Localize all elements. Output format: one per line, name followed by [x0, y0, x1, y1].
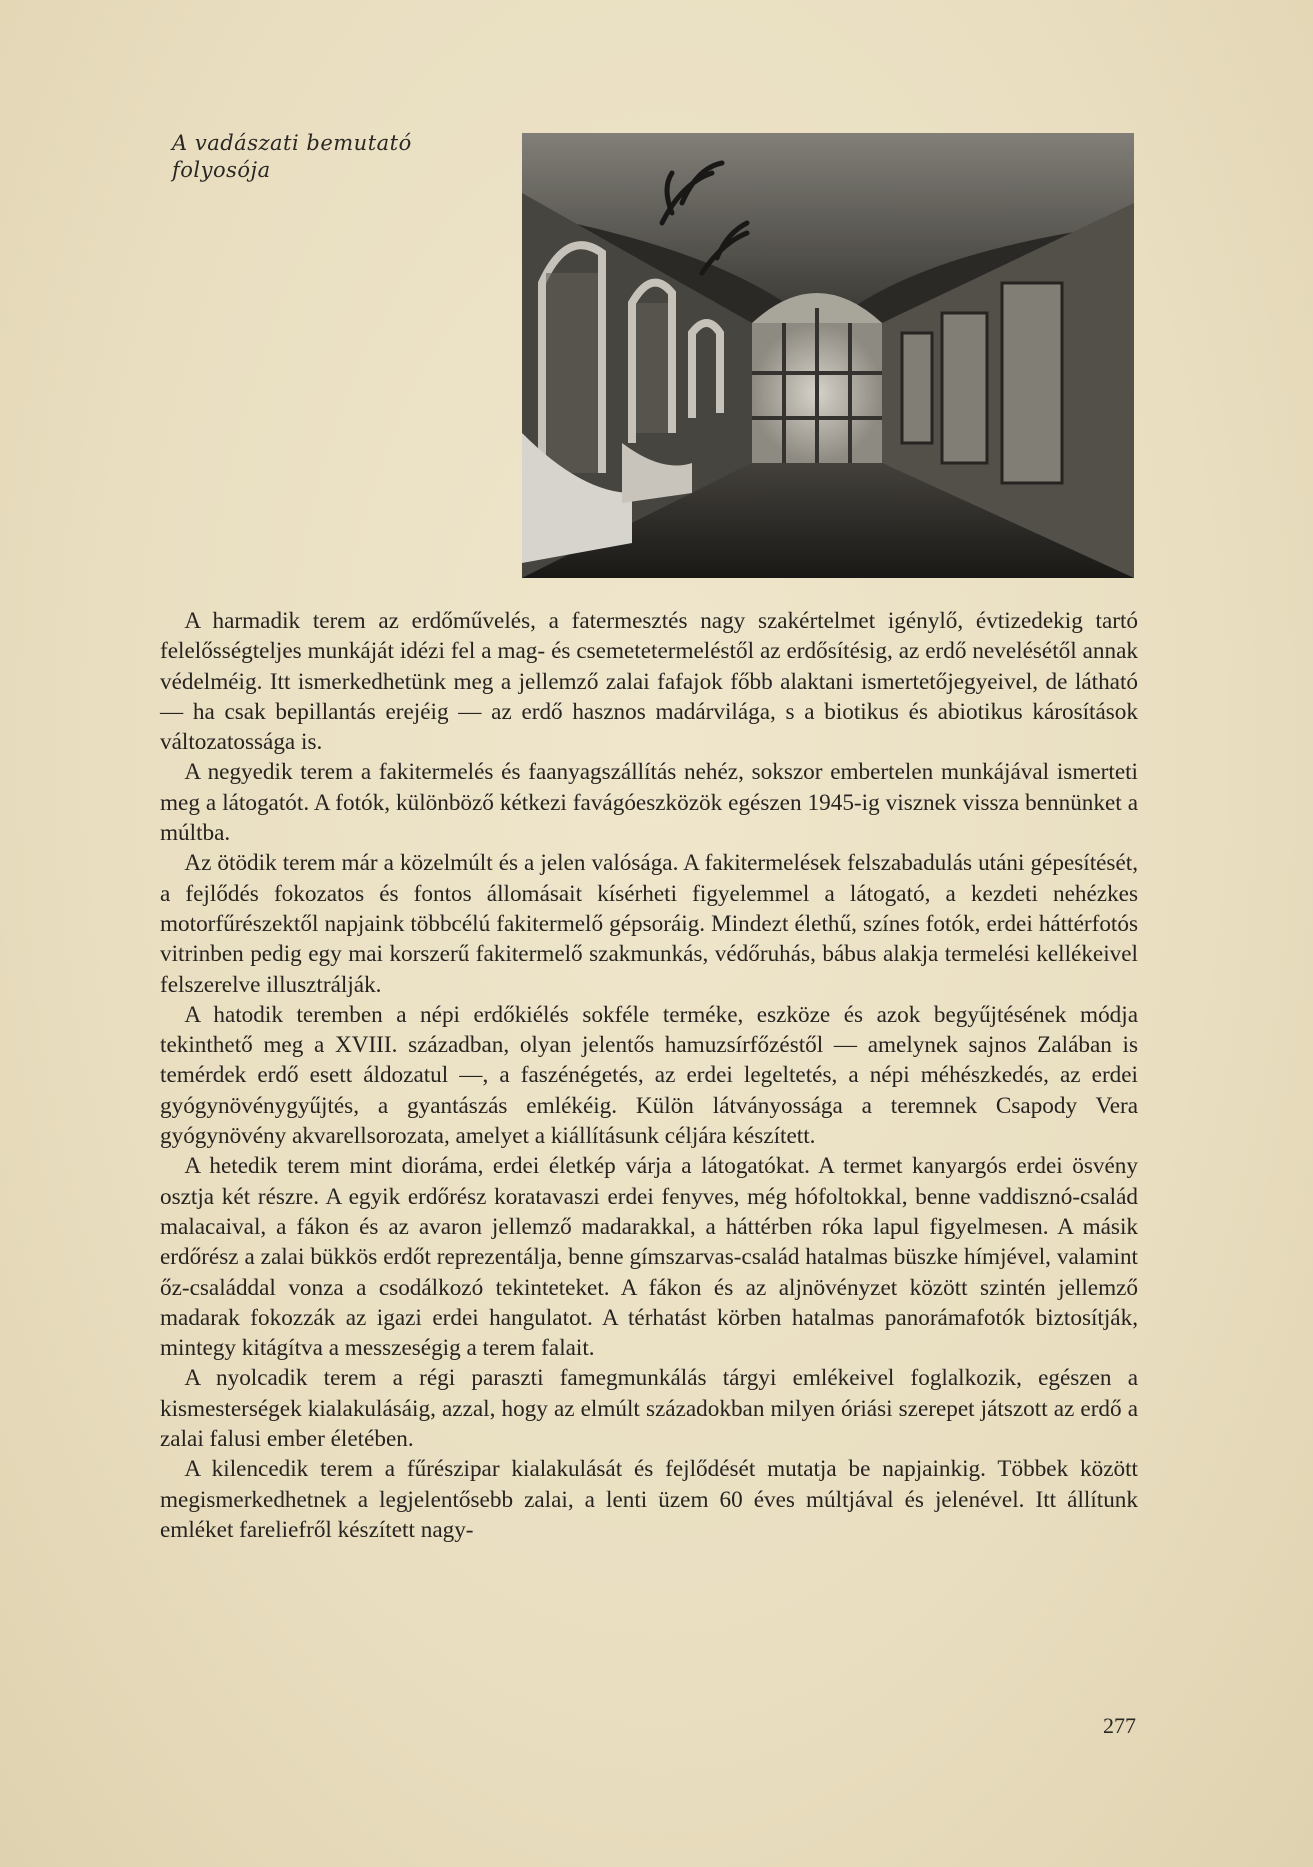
- page-number: 277: [1103, 1713, 1136, 1738]
- paragraph-2: A negyedik terem a fakitermelés és faanyagszállítás nehéz, sokszor embertelen munkájával ismerteti meg a látogatót. A fotók, különböző kétkezi favágóeszközök egészen 1945-ig visznek vissza bennünket a múltba.: [160, 759, 1138, 847]
- paragraph-7: A kilencedik terem a fűrészipar kialakulását és fejlődését mutatja be napjainkig. Többek között megismerkedhetnek a legjelentősebb zalai, a lenti üzem 60 éves múltjával és jelenével. Itt állítunk emléket fareliefről készített nagy-: [160, 1456, 1138, 1543]
- paragraph-5: A hetedik terem mint dioráma, erdei életkép várja a látogatókat. A termet kanyargós erdei ösvény osztja két részre. A egyik erdőrész koratavaszi erdei fenyves, még hófoltokkal, benne vaddisznó-család malacaival, a fákon és az avaron jellemző madarakkal, a háttérben róka lapul figyelmesen. A másik erdőrész a zalai bükkös erdőt reprezentálja, benne gímszarvas-család hatalmas büszke hímjével, valamint őz-családdal vonza a csodálkozó tekinteteket. A fákon és az aljnövényzet között szintén jellemző madarak fokozzák az igazi erdei hangulatot. A térhatást körben hatalmas panorámafotók biztosítják, mintegy kitágítva a messzeségig a terem falait.: [160, 1153, 1138, 1362]
- paragraph-4: A hatodik teremben a népi erdőkiélés sokféle terméke, eszköze és azok begyűjtésének módja tekinthető meg a XVIII. században, olyan jelentős hamuzsírfőzéstől — amelynek sajnos Zalában is temérdek erdő esett áldozatul —, a faszénégetés, az erdei legeltetés, a népi méhészkedés, az erdei gyógynövénygyűjtés, a gyantászás emlékéig. Külön látványossága a teremnek Csapody Vera gyógynövény akvarellsorozata, amelyet a kiállításunk céljára készített.: [160, 1001, 1138, 1150]
- paragraph-6: A nyolcadik terem a régi paraszti famegmunkálás tárgyi emlékeivel foglalkozik, egészen a kismesterségek kialakulásáig, azzal, hogy az elmúlt századokban milyen óriási szerepet játszott az erdő a zalai falusi ember életében.: [160, 1365, 1138, 1453]
- body-text: [160, 606, 1138, 1545]
- photo-caption: [172, 130, 472, 184]
- museum-corridor-photo: [522, 133, 1134, 578]
- paragraph-3: Az ötödik terem már a közelmúlt és a jelen valósága. A fakitermelések felszabadulás utáni gépesítését, a fejlődés fokozatos és fontos állomásait kísérheti figyelemmel a látogató, a kezdeti nehézkes motorfűrészektől napjaink többcélú fakitermelő gépsoráig. Mindezt élethű, színes fotók, erdei háttérfotós vitrinben pedig egy mai korszerű fakitermelő szakmunkás, védőruhás, bábus alakja termelési kellékeivel felszerelve illusztrálják.: [160, 850, 1138, 998]
- caption-line-1: A vadászati bemutató: [172, 131, 412, 155]
- corridor-photo-drawing: [522, 133, 1134, 578]
- caption-line-2: folyosója: [172, 158, 271, 182]
- paragraph-1: A harmadik terem az erdőművelés, a fatermesztés nagy szakértelmet igénylő, évtizedekig tartó felelősségteljes munkáját idézi fel a mag- és csemetetermeléstől az erdősítésig, az erdő nevelésétől annak védelméig. Itt ismerkedhetünk meg a jellemző zalai fafajok főbb alaktani ismertetőjegyeivel, de látható — ha csak bepillantás erejéig — az erdő hasznos madárvilága, s a biotikus és abiotikus károsítások változatossága is.: [160, 608, 1138, 756]
